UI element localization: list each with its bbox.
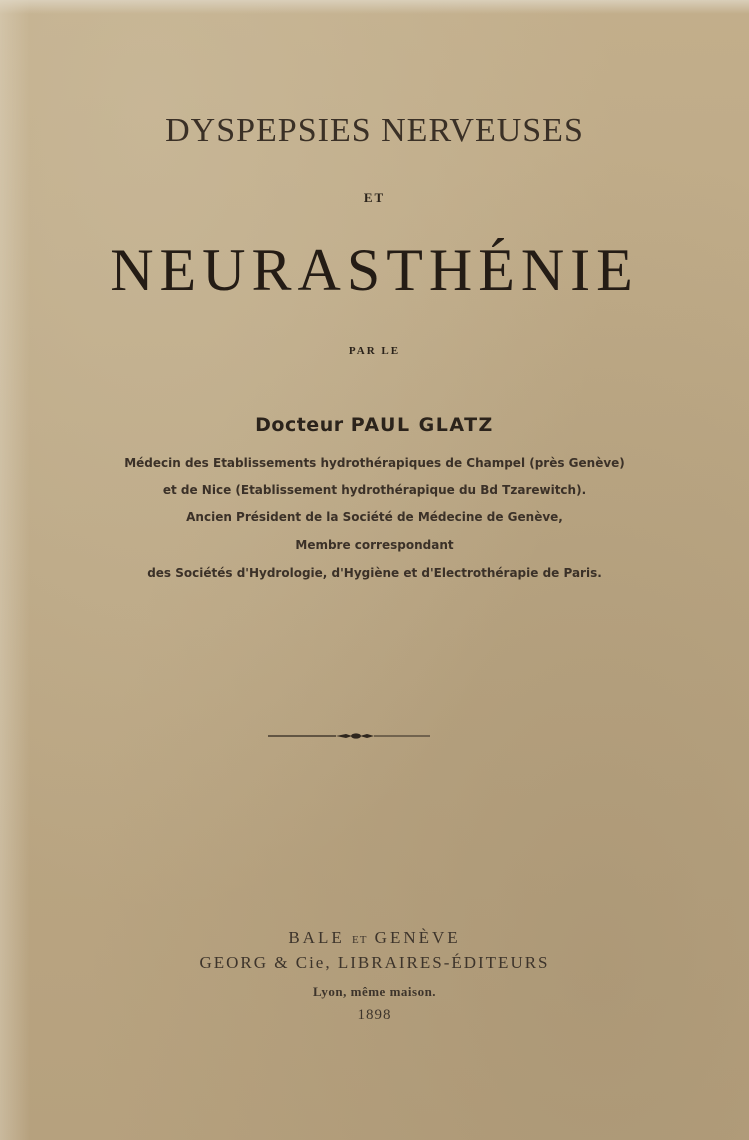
credential-line: et de Nice (Etablissement hydrothérapique du Bd Tzarewitch). [162, 483, 587, 497]
credential-line: Ancien Président de la Société de Médecine de Genève, [186, 510, 563, 524]
by-line: PAR LE [348, 345, 401, 357]
title-line-2: NEURASTHÉNIE [110, 237, 639, 303]
author-prefix: Docteur [255, 414, 344, 436]
imprint-branch: Lyon, même maison. [312, 984, 437, 999]
imprint-cities [0, 928, 749, 948]
author-line [0, 414, 749, 436]
imprint-cities-join: ET [351, 934, 368, 946]
ornament-divider-icon [268, 731, 430, 741]
credential-line: Membre correspondant [295, 538, 454, 552]
credential-line: Médecin des Etablissements hydrothérapiques de Champel (près Genève) [124, 456, 625, 470]
credential-line: des Sociétés d'Hydrologie, d'Hygiène et d'Electrothérapie de Paris. [147, 566, 602, 580]
imprint-city-right: GENÈVE [374, 928, 461, 947]
imprint-city-left: BALE [288, 928, 345, 947]
imprint-year: 1898 [357, 1007, 392, 1023]
author-name: PAUL GLATZ [350, 414, 494, 436]
title-conjunction: ET [363, 190, 386, 205]
title-line-1: DYSPEPSIES NERVEUSES [165, 112, 584, 149]
imprint-publisher: GEORG & Cie, LIBRAIRES-ÉDITEURS [199, 953, 550, 972]
